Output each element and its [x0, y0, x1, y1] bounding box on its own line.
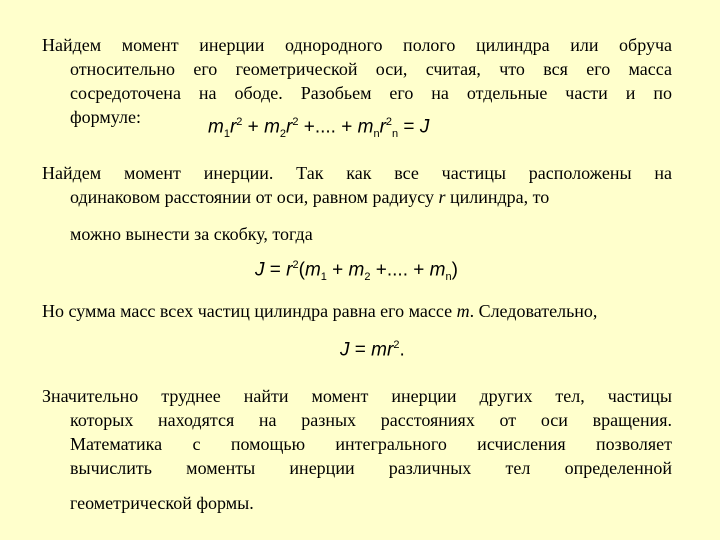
- paragraph-4-line-3: Математика с помощью интегрального исчисления позволяет: [70, 434, 672, 454]
- paragraph-4: [42, 384, 672, 480]
- paragraph-4-line-4: вычислить моменты инерции различных тел определенной: [70, 458, 672, 478]
- paragraph-2-line-1: Найдем момент инерции. Так как все частицы расположены на: [42, 163, 672, 183]
- paragraph-2: [42, 161, 672, 209]
- paragraph-1-line-4: формуле:: [70, 107, 141, 127]
- formula-result: $J = mr^2$.: [340, 339, 405, 361]
- formula-factored: $J = r^2(m_1 + m_2$ +.... + $m_n$): [255, 259, 458, 284]
- paragraph-1-line-1: Найдем момент инерции однородного полого цилиндра или обруча: [42, 35, 672, 55]
- paragraph-4-line-5: геометрической формы.: [70, 493, 254, 513]
- paragraph-1-line-3: сосредоточена на ободе. Разобьем его на отдельные части и по: [70, 83, 672, 103]
- paragraph-2-line-3: можно вынести за скобку, тогда: [70, 224, 313, 244]
- paragraph-1-line-2: относительно его геометрической оси, считая, что вся его масса: [70, 59, 672, 79]
- paragraph-4-line-1: Значительно труднее найти момент инерции других тел, частицы: [42, 386, 672, 406]
- paragraph-1: [42, 33, 672, 129]
- paragraph-2-line-2: одинаковом расстоянии от оси, равном радиусу r цилиндра, то: [70, 187, 550, 207]
- paragraph-3: Но сумма масс всех частиц цилиндра равна его массе m. Следовательно,: [42, 301, 598, 321]
- paragraph-4-line-2: которых находятся на разных расстояниях от оси вращения.: [70, 410, 672, 430]
- formula-sum-moments: $m_1r^2 + m_2r^2$ +.... + $m_nr^2_n = J$: [208, 116, 430, 141]
